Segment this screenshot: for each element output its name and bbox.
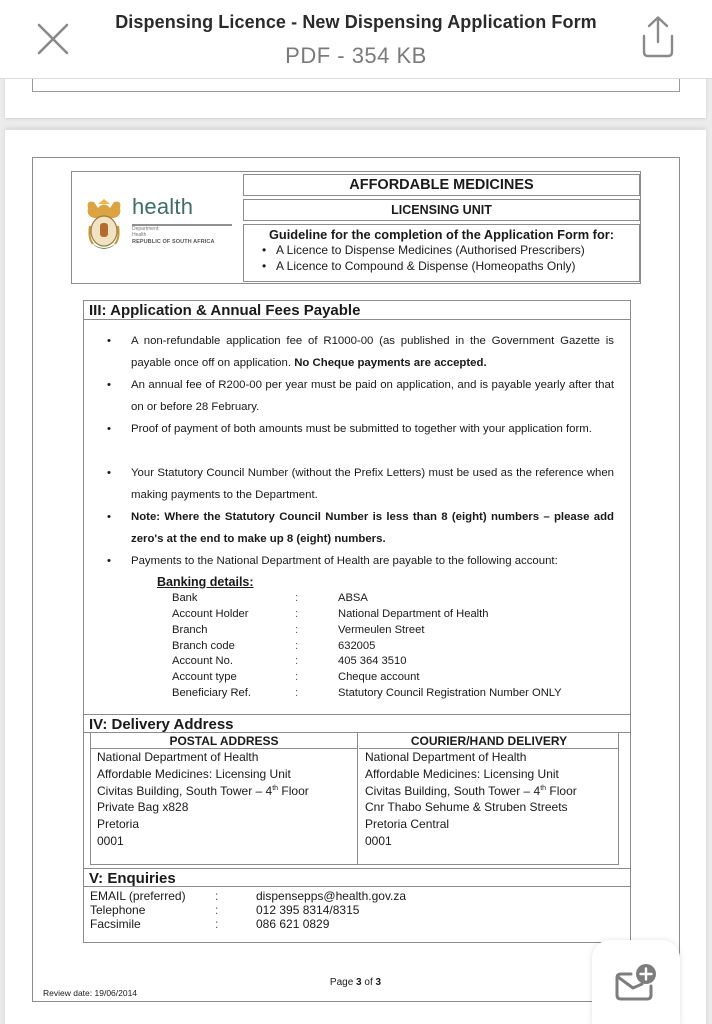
mail-add-icon (614, 962, 658, 1002)
bullet-bold-text: No Cheque payments are accepted. (294, 357, 487, 369)
logo-country: REPUBLIC OF SOUTH AFRICA (132, 239, 215, 245)
address-line: 0001 (97, 833, 124, 848)
banking-label: Branch code (172, 640, 235, 652)
page-prefix: Page (329, 977, 357, 988)
fee-bullet (110, 374, 614, 418)
address-line-floor (91, 783, 357, 800)
banking-label: Beneficiary Ref. (172, 687, 251, 699)
separator: : (295, 640, 299, 652)
guideline-title: Guideline for the completion of the Application Form for: (268, 227, 615, 242)
guideline-item-text: A Licence to Dispense Medicines (Authorised Prescribers) (276, 243, 585, 257)
fee-bullet (110, 462, 614, 506)
bullet-text: • Payments to the National Department of Health are payable to the following account: (131, 555, 558, 567)
bullet-text: • Proof of payment of both amounts must be submitted to together with your application form. (131, 423, 592, 435)
guideline-item-text: A Licence to Compound & Dispense (Homeopaths Only) (276, 258, 576, 273)
banking-label: Account Holder (172, 608, 249, 620)
address-line: Pretoria (97, 817, 140, 832)
courier-address-heading: COURIER/HAND DELIVERY (359, 733, 619, 749)
courier-address-column (359, 733, 619, 864)
fee-bullet-note (110, 506, 614, 550)
enquiry-fax: 086 621 0829 (256, 917, 330, 931)
address-line: 0001 (365, 833, 392, 848)
page-of: of (361, 977, 376, 988)
share-button[interactable] (638, 14, 678, 60)
separator: : (295, 624, 299, 636)
bullet-text: • An annual fee of R200-00 per year must be paid on application, and is payable yearly after that on or before 28 February. (131, 379, 614, 413)
health-logo (84, 196, 234, 256)
banking-details-title: Banking details: (157, 575, 254, 589)
separator: : (295, 608, 299, 620)
address-line-text: Floor (546, 783, 577, 798)
guideline-item (262, 259, 639, 275)
share-icon (638, 14, 678, 60)
document-title: Dispensing Licence - New Dispensing Application Form (115, 12, 597, 32)
separator: : (295, 687, 299, 699)
header-guideline (243, 224, 640, 282)
enquiry-label: Facsimile (90, 917, 141, 931)
viewer-header (0, 0, 712, 79)
bullet-text: A non-refundable application fee of R1000-00 (as published in the Government Gazette is payable once off on application. (131, 335, 614, 369)
fee-bullet (110, 330, 614, 374)
enquiry-email: dispensepps@health.gov.za (256, 889, 407, 903)
banking-label: Bank (172, 592, 198, 604)
separator: : (295, 592, 299, 604)
page-current: 3 (356, 977, 362, 988)
separator: : (215, 917, 219, 931)
separator: : (295, 655, 299, 667)
document-meta: PDF - 354 KB (285, 43, 427, 68)
pdf-page (5, 130, 706, 1024)
address-line-text: Civitas Building, South Tower – 4 (97, 783, 273, 798)
separator: : (215, 889, 219, 903)
address-line: Affordable Medicines: Licensing Unit (365, 766, 559, 781)
address-line: National Department of Health (365, 750, 527, 764)
banking-value: Cheque account (338, 671, 420, 683)
enquiry-telephone: 012 395 8314/8315 (256, 903, 360, 917)
banking-value: National Department of Health (338, 608, 489, 620)
separator: : (215, 903, 219, 917)
floor-superscript: th (272, 784, 279, 792)
separator: : (295, 671, 299, 683)
banking-value: ABSA (338, 592, 368, 604)
logo-line-health: Health (132, 231, 147, 238)
banking-value: 632005 (338, 640, 376, 652)
bullet-text: • Your Statutory Council Number (without the Prefix Letters) must be used as the reference when making payments to the Department. (131, 467, 614, 501)
document-header-table (71, 171, 641, 284)
address-line-floor (359, 783, 619, 800)
page-total: 3 (375, 977, 382, 988)
address-line: Private Bag x828 (97, 800, 189, 815)
banking-value: Statutory Council Registration Number ONLY (338, 687, 562, 699)
guideline-item (262, 243, 639, 259)
bullet-bold-text: • Note: Where the Statutory Council Number is less than 8 (eight) numbers – please add zero's at the end to make up 8 (eight) numbers. (131, 511, 614, 545)
floor-superscript: th (540, 784, 547, 792)
sections-box (83, 300, 631, 943)
address-line-text: Floor (278, 783, 309, 798)
header-title: AFFORDABLE MEDICINES (243, 174, 640, 196)
banking-value: Vermeulen Street (338, 624, 425, 636)
address-line-text: Civitas Building, South Tower – 4 (365, 783, 541, 798)
banking-label: Branch (172, 624, 208, 636)
fee-bullet (110, 418, 614, 440)
postal-address-column (91, 733, 358, 864)
address-line: Affordable Medicines: Licensing Unit (97, 766, 291, 781)
banking-label: Account type (172, 671, 237, 683)
guideline-list (244, 243, 639, 274)
section-3-heading: III: Application & Annual Fees Payable (84, 301, 630, 320)
logo-wordmark: health (132, 194, 194, 219)
postal-address-heading: POSTAL ADDRESS (91, 733, 357, 749)
address-line: National Department of Health (97, 750, 259, 764)
banking-value: 405 364 3510 (338, 655, 407, 667)
add-to-mail-button[interactable] (592, 940, 680, 1024)
fee-bullet (110, 550, 614, 572)
section-4-heading: IV: Delivery Address (84, 714, 630, 733)
address-line: Cnr Thabo Sehume & Struben Streets (365, 800, 568, 815)
coat-of-arms-icon (84, 198, 124, 252)
review-date: Review date: 19/06/2014 (43, 988, 138, 998)
logo-department (132, 227, 160, 238)
banking-label: Account No. (172, 655, 233, 667)
logo-line-department: Department: (132, 226, 160, 232)
section-5-heading: V: Enquiries (84, 868, 630, 887)
enquiry-label: Telephone (90, 903, 146, 917)
address-line: Pretoria Central (365, 817, 450, 832)
header-unit: LICENSING UNIT (243, 199, 640, 221)
delivery-address-table (90, 733, 619, 865)
enquiry-label: EMAIL (preferred) (90, 889, 186, 903)
